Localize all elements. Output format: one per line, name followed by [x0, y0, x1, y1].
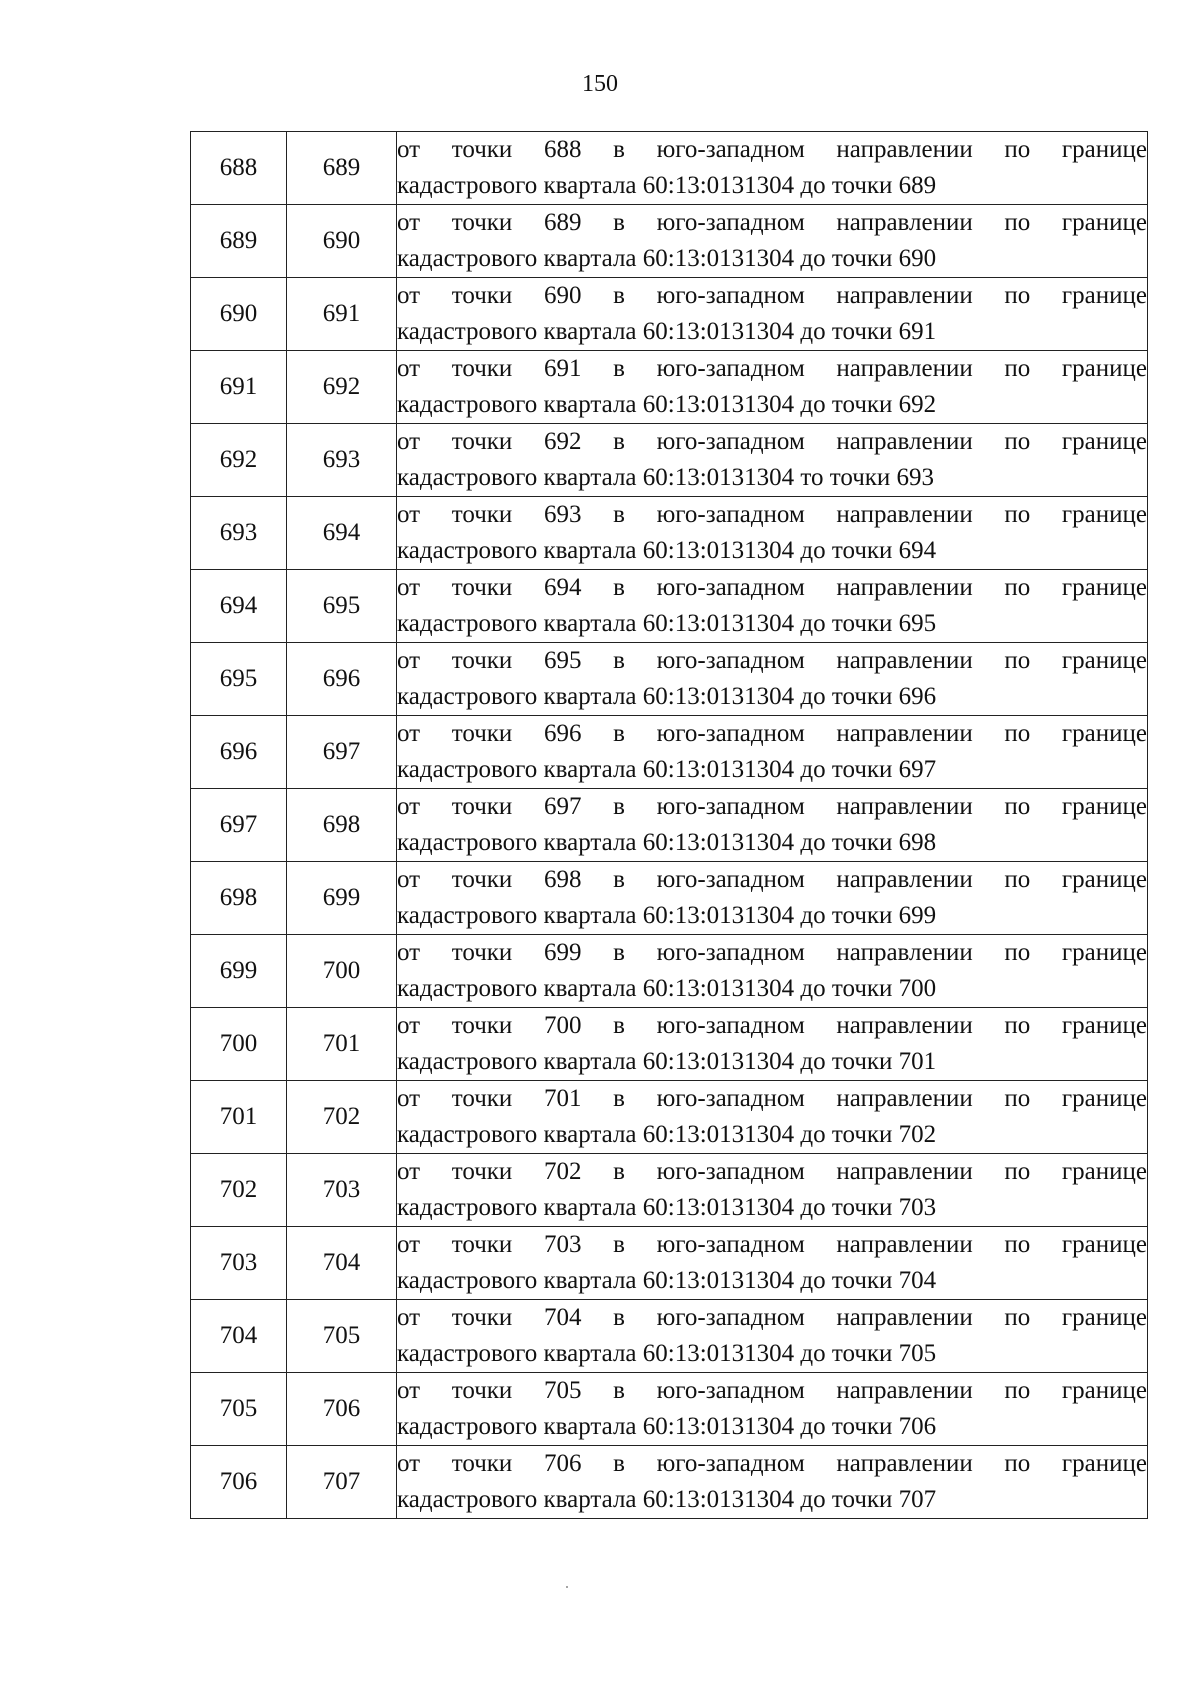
boundary-description-cell [397, 205, 1148, 278]
boundary-description-cell [397, 424, 1148, 497]
description-line-2: кадастрового квартала 60:13:0131304 до точки 692 [397, 391, 937, 418]
description-line-1: от точки 694 в юго-западном направлении по границе [397, 574, 1147, 601]
table-row [191, 1446, 1148, 1519]
point-from-cell: 705 [191, 1373, 287, 1446]
point-from-cell: 698 [191, 862, 287, 935]
table-row [191, 789, 1148, 862]
boundary-description-cell [397, 132, 1148, 205]
boundary-points-table [190, 131, 1148, 1519]
table-row [191, 1227, 1148, 1300]
point-from-cell: 690 [191, 278, 287, 351]
point-from-cell: 701 [191, 1081, 287, 1154]
point-from-cell: 692 [191, 424, 287, 497]
point-to-cell: 706 [287, 1373, 397, 1446]
description-line-1: от точки 689 в юго-западном направлении по границе [397, 209, 1147, 236]
point-from-cell: 691 [191, 351, 287, 424]
point-from-cell: 702 [191, 1154, 287, 1227]
table-row [191, 1081, 1148, 1154]
table-body [191, 132, 1148, 1519]
description-line-1: от точки 704 в юго-западном направлении по границе [397, 1304, 1147, 1331]
point-from-cell: 696 [191, 716, 287, 789]
boundary-description-cell [397, 1154, 1148, 1227]
point-to-cell: 692 [287, 351, 397, 424]
description-line-1: от точки 701 в юго-западном направлении по границе [397, 1085, 1147, 1112]
point-from-cell: 699 [191, 935, 287, 1008]
point-to-cell: 690 [287, 205, 397, 278]
description-line-2: кадастрового квартала 60:13:0131304 до точки 707 [397, 1486, 937, 1513]
boundary-description-cell [397, 789, 1148, 862]
table-row [191, 1008, 1148, 1081]
boundary-description-cell [397, 1008, 1148, 1081]
table-row [191, 205, 1148, 278]
description-line-1: от точки 703 в юго-западном направлении по границе [397, 1231, 1147, 1258]
description-line-1: от точки 693 в юго-западном направлении по границе [397, 501, 1147, 528]
description-line-2: кадастрового квартала 60:13:0131304 до точки 705 [397, 1340, 937, 1367]
table-row [191, 132, 1148, 205]
point-from-cell: 694 [191, 570, 287, 643]
table-row [191, 1154, 1148, 1227]
boundary-description-cell [397, 497, 1148, 570]
table-row [191, 424, 1148, 497]
table-row [191, 351, 1148, 424]
description-line-1: от точки 690 в юго-западном направлении по границе [397, 282, 1147, 309]
description-line-2: кадастрового квартала 60:13:0131304 до точки 701 [397, 1048, 937, 1075]
boundary-description-cell [397, 643, 1148, 716]
point-from-cell: 706 [191, 1446, 287, 1519]
point-to-cell: 693 [287, 424, 397, 497]
point-from-cell: 695 [191, 643, 287, 716]
table-row [191, 278, 1148, 351]
point-to-cell: 702 [287, 1081, 397, 1154]
point-from-cell: 693 [191, 497, 287, 570]
table-row [191, 862, 1148, 935]
page-number: 150 [582, 71, 618, 97]
description-line-2: кадастрового квартала 60:13:0131304 до точки 702 [397, 1121, 937, 1148]
description-line-1: от точки 692 в юго-западном направлении по границе [397, 428, 1147, 455]
point-to-cell: 695 [287, 570, 397, 643]
description-line-1: от точки 706 в юго-западном направлении по границе [397, 1450, 1147, 1477]
description-line-2: кадастрового квартала 60:13:0131304 до точки 691 [397, 318, 937, 345]
table-row [191, 935, 1148, 1008]
table-row [191, 497, 1148, 570]
description-line-2: кадастрового квартала 60:13:0131304 до точки 697 [397, 756, 937, 783]
point-to-cell: 703 [287, 1154, 397, 1227]
description-line-2: кадастрового квартала 60:13:0131304 до точки 698 [397, 829, 937, 856]
boundary-description-cell [397, 935, 1148, 1008]
boundary-description-cell [397, 570, 1148, 643]
point-to-cell: 696 [287, 643, 397, 716]
description-line-1: от точки 688 в юго-западном направлении по границе [397, 136, 1147, 163]
boundary-description-cell [397, 278, 1148, 351]
point-from-cell: 700 [191, 1008, 287, 1081]
boundary-description-cell [397, 716, 1148, 789]
point-to-cell: 694 [287, 497, 397, 570]
description-line-2: кадастрового квартала 60:13:0131304 то точки 693 [397, 464, 935, 491]
description-line-2: кадастрового квартала 60:13:0131304 до точки 703 [397, 1194, 937, 1221]
description-line-2: кадастрового квартала 60:13:0131304 до точки 700 [397, 975, 937, 1002]
description-line-1: от точки 697 в юго-западном направлении по границе [397, 793, 1147, 820]
description-line-1: от точки 700 в юго-западном направлении по границе [397, 1012, 1147, 1039]
point-from-cell: 689 [191, 205, 287, 278]
point-to-cell: 699 [287, 862, 397, 935]
point-to-cell: 691 [287, 278, 397, 351]
point-to-cell: 707 [287, 1446, 397, 1519]
description-line-2: кадастрового квартала 60:13:0131304 до точки 694 [397, 537, 937, 564]
description-line-2: кадастрового квартала 60:13:0131304 до точки 695 [397, 610, 937, 637]
point-to-cell: 701 [287, 1008, 397, 1081]
table-row [191, 1300, 1148, 1373]
description-line-1: от точки 699 в юго-западном направлении по границе [397, 939, 1147, 966]
point-from-cell: 704 [191, 1300, 287, 1373]
point-to-cell: 705 [287, 1300, 397, 1373]
description-line-1: от точки 705 в юго-западном направлении по границе [397, 1377, 1147, 1404]
boundary-description-cell [397, 1081, 1148, 1154]
point-to-cell: 697 [287, 716, 397, 789]
boundary-description-cell [397, 1227, 1148, 1300]
boundary-description-cell [397, 1300, 1148, 1373]
table-row [191, 643, 1148, 716]
boundary-description-cell [397, 1446, 1148, 1519]
description-line-1: от точки 695 в юго-западном направлении по границе [397, 647, 1147, 674]
point-from-cell: 688 [191, 132, 287, 205]
table-row [191, 570, 1148, 643]
boundary-description-cell [397, 1373, 1148, 1446]
description-line-2: кадастрового квартала 60:13:0131304 до точки 704 [397, 1267, 937, 1294]
description-line-1: от точки 702 в юго-западном направлении по границе [397, 1158, 1147, 1185]
description-line-2: кадастрового квартала 60:13:0131304 до точки 690 [397, 245, 937, 272]
point-to-cell: 704 [287, 1227, 397, 1300]
boundary-description-cell [397, 862, 1148, 935]
description-line-2: кадастрового квартала 60:13:0131304 до точки 699 [397, 902, 937, 929]
description-line-2: кадастрового квартала 60:13:0131304 до точки 706 [397, 1413, 937, 1440]
point-to-cell: 689 [287, 132, 397, 205]
description-line-1: от точки 698 в юго-западном направлении по границе [397, 866, 1147, 893]
point-to-cell: 698 [287, 789, 397, 862]
point-from-cell: 703 [191, 1227, 287, 1300]
table-row [191, 716, 1148, 789]
description-line-2: кадастрового квартала 60:13:0131304 до точки 689 [397, 172, 937, 199]
point-from-cell: 697 [191, 789, 287, 862]
description-line-1: от точки 696 в юго-западном направлении по границе [397, 720, 1147, 747]
scan-speck [566, 1586, 568, 1588]
description-line-2: кадастрового квартала 60:13:0131304 до точки 696 [397, 683, 937, 710]
description-line-1: от точки 691 в юго-западном направлении по границе [397, 355, 1147, 382]
point-to-cell: 700 [287, 935, 397, 1008]
boundary-description-cell [397, 351, 1148, 424]
table-row [191, 1373, 1148, 1446]
